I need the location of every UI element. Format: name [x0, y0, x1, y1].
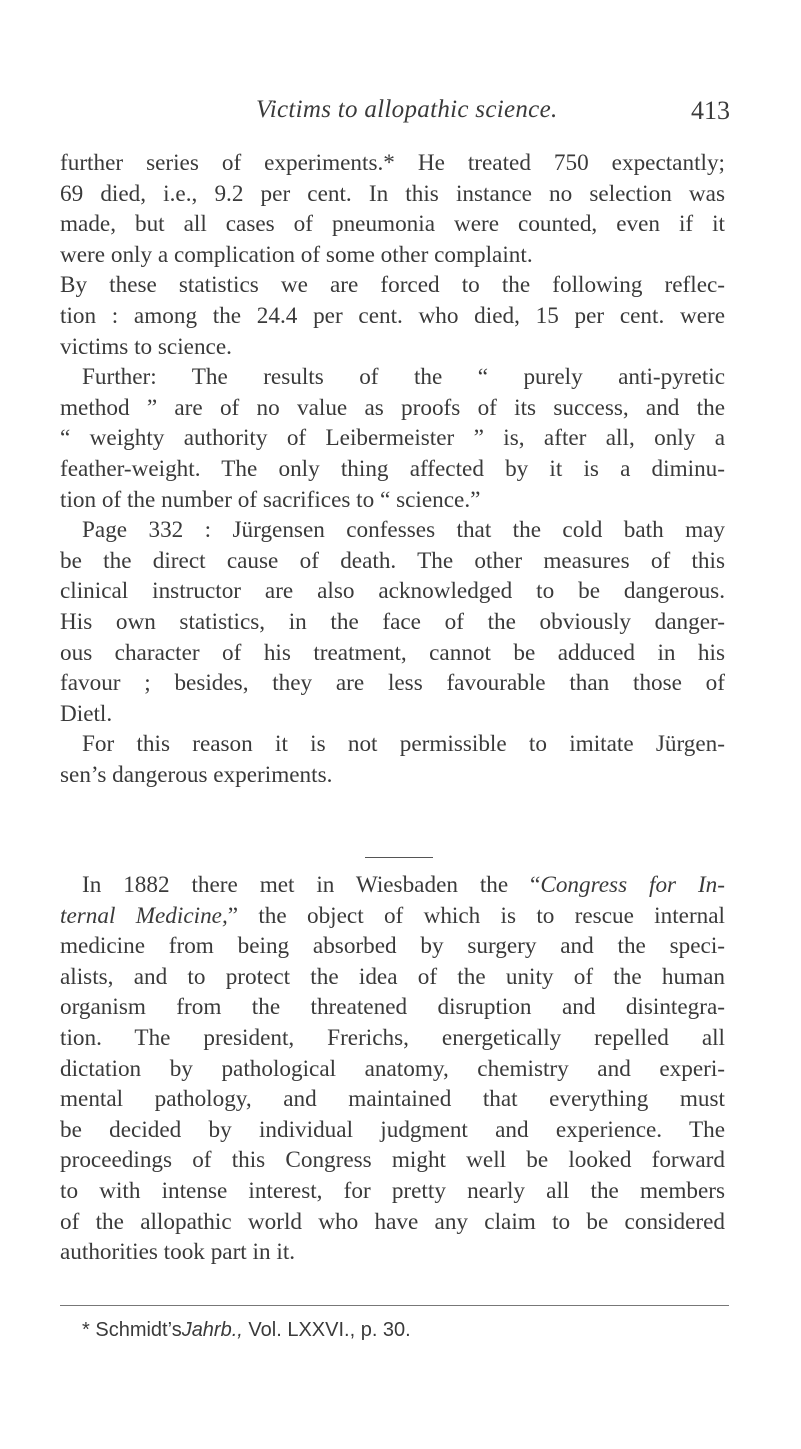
text-line: method ” are of no value as proofs of its success, and the	[60, 394, 725, 421]
text-line: 69 died, i.e., 9.2 per cent. In this instance no selection was	[60, 180, 725, 207]
footnote-author: Schmidt’s	[95, 1319, 182, 1341]
text-line: tion of the number of sacrifices to “ science.”	[60, 486, 481, 513]
running-head	[60, 96, 730, 132]
text-line: feather-weight. The only thing affected by it is a diminu-	[60, 455, 725, 482]
footnote-rule	[60, 1305, 729, 1306]
text-line: Dietl.	[60, 700, 113, 727]
text-line	[60, 870, 725, 901]
text-line: victims to science.	[60, 333, 232, 360]
text-fragment: In 1882 there met in Wiesbaden the “	[82, 872, 541, 898]
footnote-marker: *	[82, 1319, 90, 1341]
body-text-section-1	[60, 148, 725, 790]
text-line: be the direct cause of death. The other measures of this	[60, 547, 725, 574]
section-divider	[365, 857, 433, 858]
text-line: to with intense interest, for pretty nearly all the members	[60, 1177, 725, 1204]
text-line: His own statistics, in the face of the obviously danger-	[60, 608, 725, 635]
text-line: medicine from being absorbed by surgery and the speci-	[60, 933, 725, 960]
running-title: Victims to allopathic science.	[256, 96, 558, 123]
text-line: be decided by individual judgment and experience. The	[60, 1116, 725, 1143]
text-line: For this reason it is not permissible to imitate Jürgen-	[82, 731, 725, 758]
text-line: organism from the threatened disruption and disintegra-	[60, 994, 725, 1021]
text-line: further series of experiments.* He treated 750 expectantly;	[60, 150, 725, 176]
text-line: of the allopathic world who have any claim to be considered	[60, 1208, 725, 1235]
text-line: clinical instructor are also acknowledged to be dangerous.	[60, 578, 725, 605]
footnote	[82, 1317, 411, 1343]
text-line: “ weighty authority of Leibermeister ” is, after all, only a	[60, 425, 725, 452]
congress-title-part-2: ternal Medicine,	[60, 902, 228, 929]
text-line: authorities took part in it.	[60, 1239, 296, 1266]
body-text-section-2	[60, 870, 725, 1268]
text-line: tion. The president, Frerichs, energetically repelled all	[60, 1024, 725, 1051]
text-line: favour ; besides, they are less favourable than those of	[60, 670, 725, 697]
text-line: proceedings of this Congress might well be looked forward	[60, 1147, 725, 1174]
text-line: tion : among the 24.4 per cent. who died, 15 per cent. were	[60, 302, 725, 329]
congress-title-part-1: Congress for In-	[540, 872, 725, 898]
text-line: Further: The results of the “ purely anti-pyretic	[82, 364, 725, 391]
text-line: made, but all cases of pneumonia were counted, even if it	[60, 211, 725, 238]
footnote-reference: Vol. LXXVI., p. 30.	[248, 1319, 411, 1341]
text-line: dictation by pathological anatomy, chemistry and experi-	[60, 1055, 725, 1082]
text-line	[60, 901, 725, 932]
text-line: sen’s dangerous experiments.	[60, 761, 333, 788]
footnote-journal: Jahrb.,	[181, 1319, 243, 1341]
text-line: alists, and to protect the idea of the unity of the human	[60, 963, 725, 990]
text-line: ous character of his treatment, cannot be adduced in his	[60, 639, 725, 666]
text-line: By these statistics we are forced to the following reflec-	[60, 272, 725, 299]
text-line: were only a complication of some other complaint.	[60, 241, 533, 268]
text-line: Page 332 : Jürgensen confesses that the cold bath may	[82, 517, 725, 544]
page-number: 413	[691, 96, 730, 125]
text-line: mental pathology, and maintained that everything must	[60, 1086, 725, 1113]
text-fragment: ” the object of which is to rescue internal	[227, 902, 726, 929]
